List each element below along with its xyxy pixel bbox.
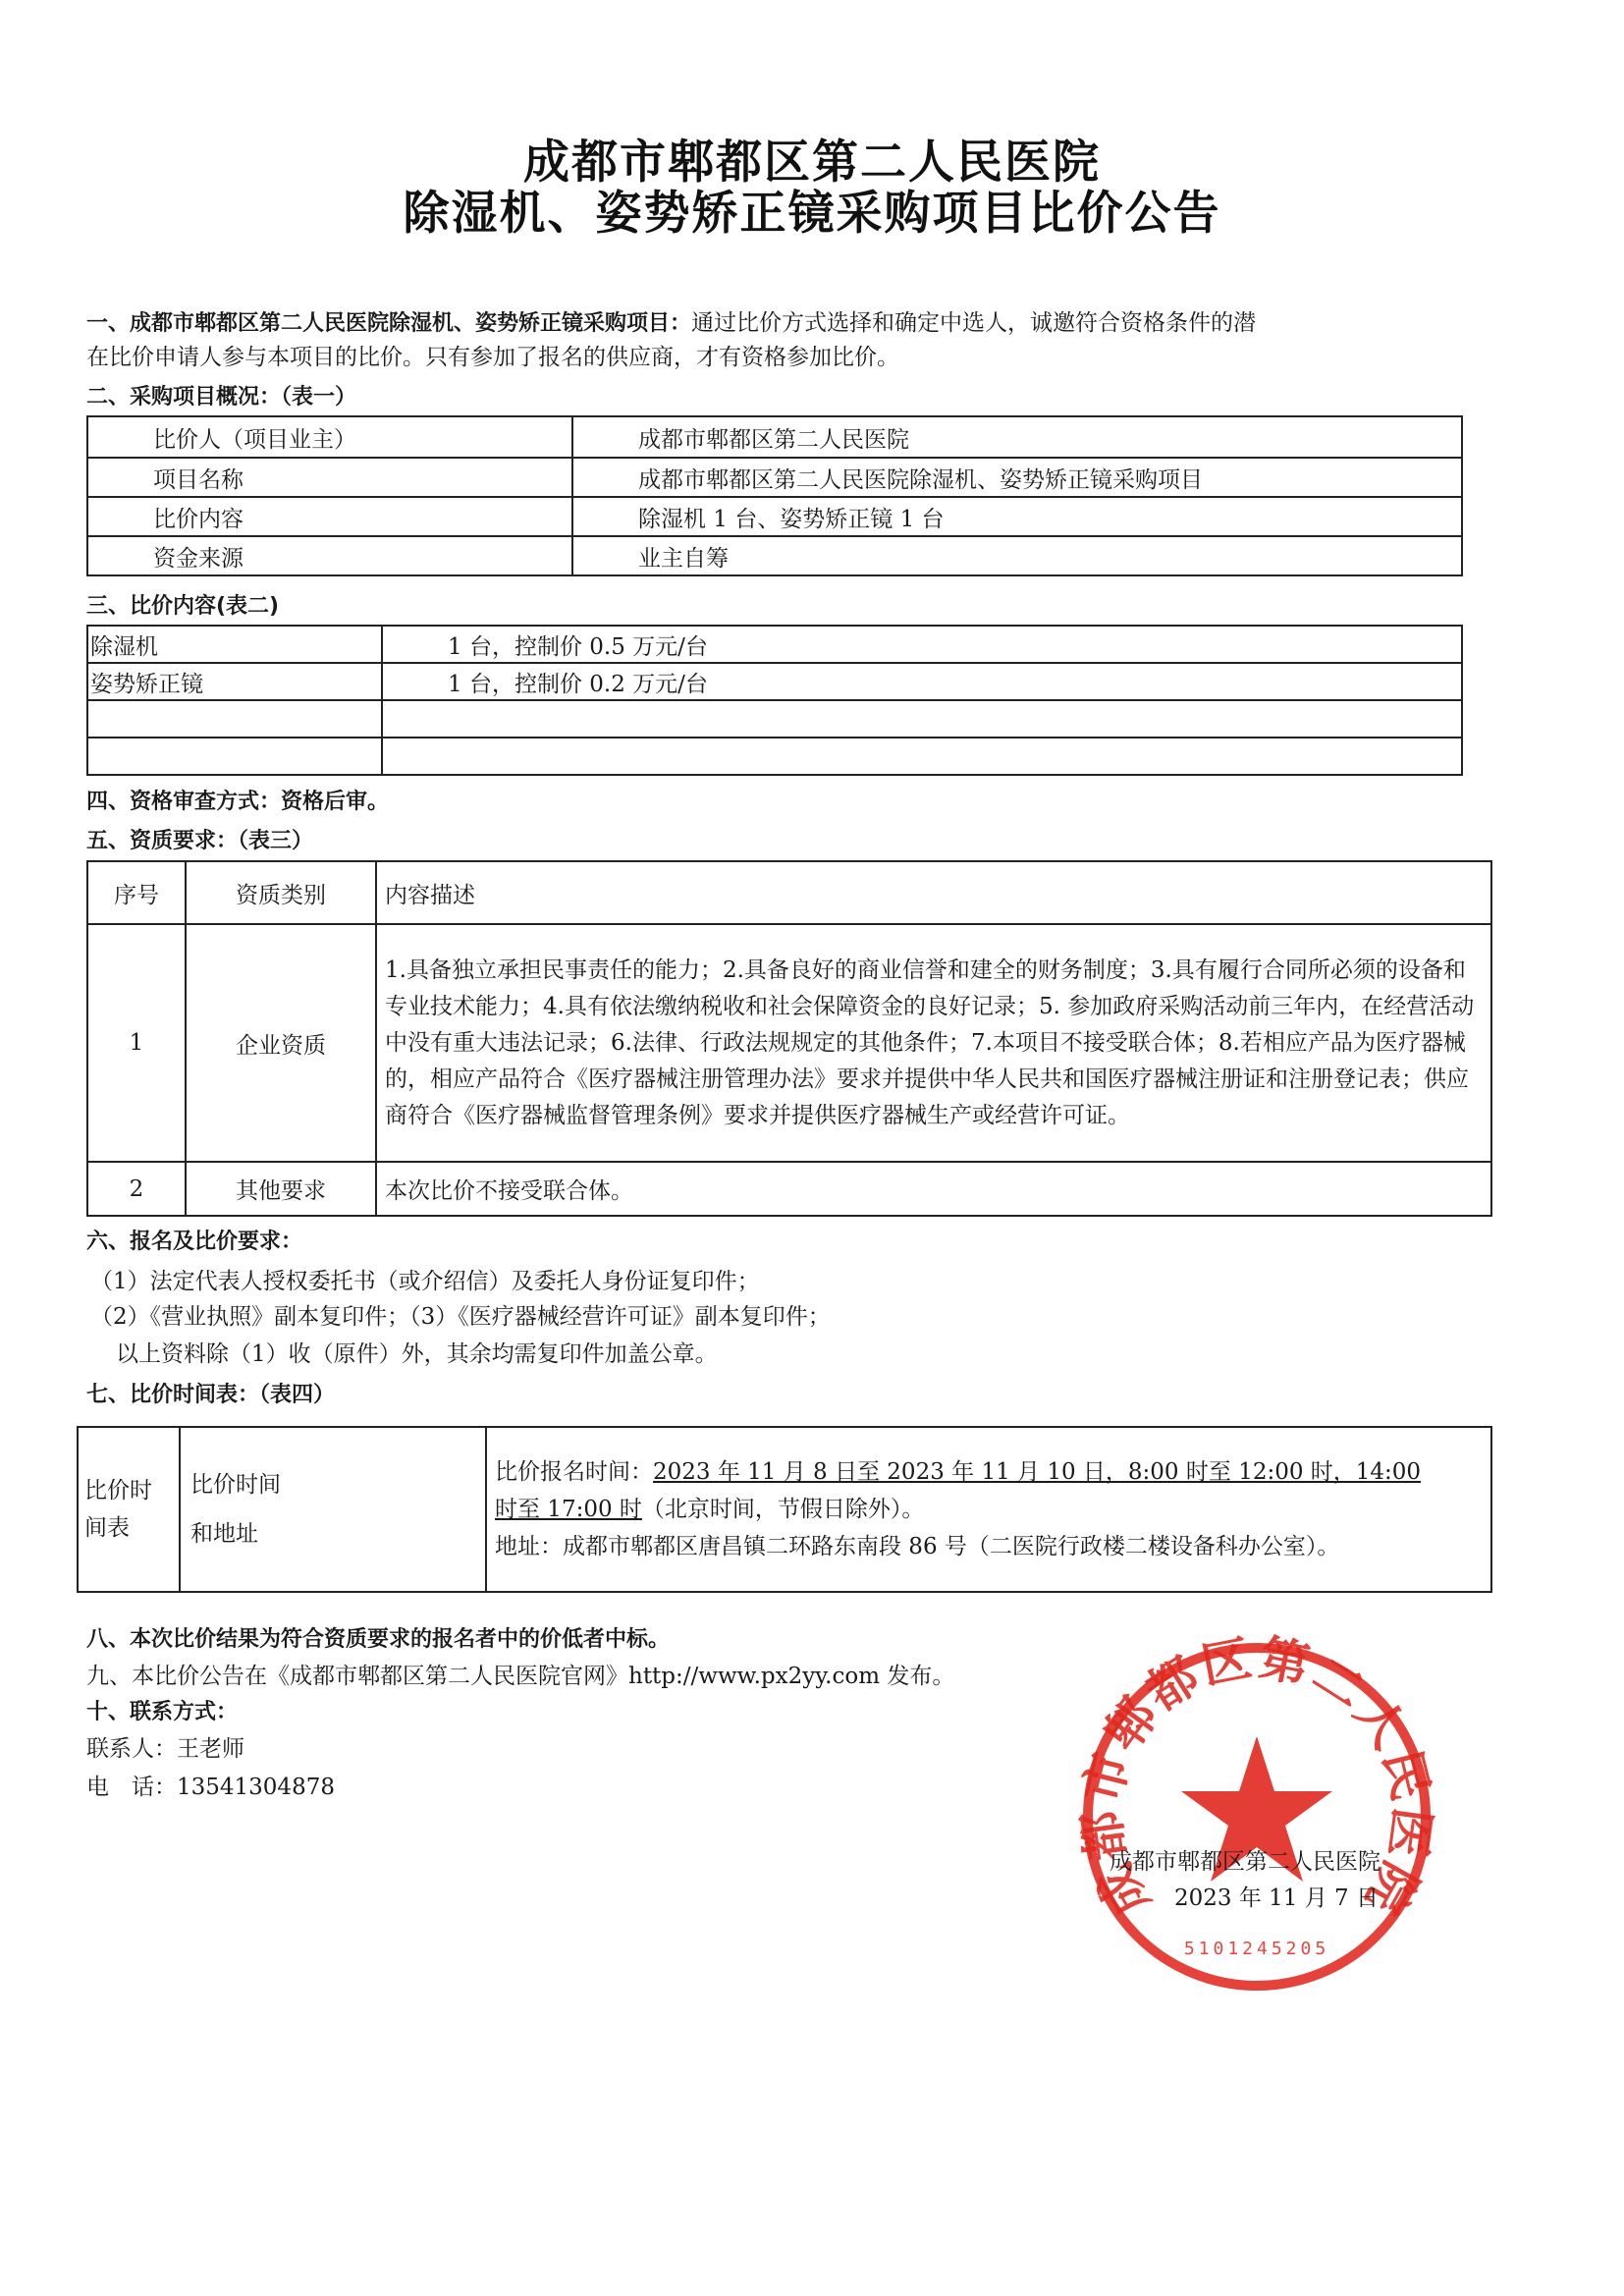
price-item: 姿势矫正镜 xyxy=(87,663,382,700)
section10-heading: 十、联系方式： xyxy=(86,1700,239,1724)
project-overview-table xyxy=(86,415,1463,576)
qual-category: 企业资质 xyxy=(186,924,376,1162)
table-row xyxy=(87,536,1462,575)
section2-heading: 二、采购项目概况：（表一） xyxy=(86,385,357,410)
table-row xyxy=(78,1427,1491,1592)
overview-value: 成都市郫都区第二人民医院除湿机、姿势矫正镜采购项目 xyxy=(572,458,1462,497)
seal-text: 成都市郫都区第二人民医院 xyxy=(1072,1630,1441,1927)
overview-label: 项目名称 xyxy=(87,458,572,497)
signature-org: 成都市郫都区第二人民医院 xyxy=(1110,1849,1380,1875)
schedule-label xyxy=(78,1427,180,1592)
overview-label: 比价人（项目业主） xyxy=(87,416,572,458)
document-title-line2: 除湿机、姿势矫正镜采购项目比价公告 xyxy=(403,187,1221,241)
table-row xyxy=(87,861,1491,924)
overview-label: 资金来源 xyxy=(87,536,572,575)
contact-phone: 电 话：13541304878 xyxy=(86,1775,335,1800)
section6-line1: （1）法定代表人授权委托书（或介绍信）及委托人身份证复印件； xyxy=(90,1269,760,1294)
price-item xyxy=(87,700,382,738)
schedule-time-line1 xyxy=(495,1453,1483,1491)
document-title-line1: 成都市郫都区第二人民医院 xyxy=(523,136,1101,190)
contact-person: 联系人：王老师 xyxy=(86,1736,244,1762)
section3-heading: 三、比价内容(表二) xyxy=(86,594,280,619)
qual-desc: 1.具备独立承担民事责任的能力；2.具备良好的商业信誉和建全的财务制度；3.具有履行合同所必须的设备和专业技术能力；4.具有依法缴纳税收和社会保障资金的良好记录；5. 参加政府采购活动前三年内，在经营活动中没有重大违法记录；6.法律、行政法规规定的其他条件；7.本项目不接受联合体；8.若相应产品为医疗器械的，相应产品符合《医疗器械注册管理办法》要求并提供中华人民共和国医疗器械注册证和注册登记表；供应商符合《医疗器械监督管理条例》要求并提供医疗器械生产或经营许可证。 xyxy=(376,924,1491,1162)
official-seal-stamp xyxy=(1070,1630,1443,2003)
schedule-label-line1: 比价时 xyxy=(84,1478,152,1503)
section8-text: 八、本次比价结果为符合资质要求的报名者中的价低者中标。 xyxy=(86,1627,671,1652)
price-desc: 1 台，控制价 0.5 万元/台 xyxy=(382,626,1462,663)
intro-text1: 通过比价方式选择和确定中选人，诚邀符合资格条件的潜 xyxy=(691,310,1257,336)
section9-text: 九、本比价公告在《成都市郫都区第二人民医院官网》http://www.px2yy.com 发布。 xyxy=(86,1664,955,1689)
price-item: 除湿机 xyxy=(87,626,382,663)
schedule-time-prefix: 比价报名时间： xyxy=(495,1459,653,1485)
table-row xyxy=(87,663,1462,700)
schedule-sublabel-line2: 和地址 xyxy=(190,1521,258,1547)
price-desc xyxy=(382,738,1462,775)
price-desc: 1 台，控制价 0.2 万元/台 xyxy=(382,663,1462,700)
intro-heading: 一、成都市郫都区第二人民医院除湿机、姿势矫正镜采购项目： xyxy=(86,311,692,336)
overview-value: 业主自筹 xyxy=(572,536,1462,575)
table-row xyxy=(87,738,1462,775)
qual-header-category: 资质类别 xyxy=(186,861,376,924)
overview-label: 比价内容 xyxy=(87,497,572,536)
section6-heading: 六、报名及比价要求： xyxy=(86,1230,303,1254)
schedule-details xyxy=(486,1427,1491,1592)
table-row xyxy=(87,497,1462,536)
seal-code: 5101245205 xyxy=(1183,1939,1330,1959)
schedule-table xyxy=(77,1426,1492,1593)
section7-heading: 七、比价时间表：（表四） xyxy=(86,1383,336,1407)
intro-line1 xyxy=(86,306,1256,341)
section6-line2: （2）《营业执照》副本复印件；（3）《医疗器械经营许可证》副本复印件； xyxy=(90,1304,831,1330)
section5-heading: 五、资质要求：（表三） xyxy=(86,829,314,853)
qual-header-no: 序号 xyxy=(87,861,186,924)
price-content-table xyxy=(86,625,1463,776)
schedule-time-end: 时至 17:00 时 xyxy=(495,1497,642,1522)
signature-date: 2023 年 11 月 7 日 xyxy=(1174,1886,1379,1911)
qualification-table xyxy=(86,860,1492,1217)
schedule-label-line2: 间表 xyxy=(84,1515,130,1541)
schedule-sublabel xyxy=(180,1427,486,1592)
qual-category: 其他要求 xyxy=(186,1162,376,1216)
table-row xyxy=(87,458,1462,497)
table-row xyxy=(87,1162,1491,1216)
schedule-time-line2 xyxy=(495,1491,1483,1528)
qual-no: 1 xyxy=(87,924,186,1162)
overview-value: 除湿机 1 台、姿势矫正镜 1 台 xyxy=(572,497,1462,536)
section4-text: 四、资格审查方式：资格后审。 xyxy=(86,790,390,814)
schedule-time-note: （北京时间，节假日除外）。 xyxy=(641,1497,925,1522)
table-row xyxy=(87,924,1491,1162)
price-desc xyxy=(382,700,1462,738)
overview-value: 成都市郫都区第二人民医院 xyxy=(572,416,1462,458)
qual-header-desc: 内容描述 xyxy=(376,861,1491,924)
schedule-sublabel-line1: 比价时间 xyxy=(190,1472,281,1498)
intro-text2: 在比价申请人参与本项目的比价。只有参加了报名的供应商，才有资格参加比价。 xyxy=(86,345,899,370)
qual-desc: 本次比价不接受联合体。 xyxy=(376,1162,1491,1216)
section6-line3: 以上资料除（1）收（原件）外，其余均需复印件加盖公章。 xyxy=(116,1341,718,1367)
table-row xyxy=(87,416,1462,458)
table-row xyxy=(87,626,1462,663)
schedule-time-range: 2023 年 11 月 8 日至 2023 年 11 月 10 日，8:00 时至 12:00 时，14:00 xyxy=(653,1459,1422,1485)
price-item xyxy=(87,738,382,775)
table-row xyxy=(87,700,1462,738)
schedule-address: 地址：成都市郫都区唐昌镇二环路东南段 86 号（二医院行政楼二楼设备科办公室）。 xyxy=(495,1534,1340,1559)
qual-no: 2 xyxy=(87,1162,186,1216)
